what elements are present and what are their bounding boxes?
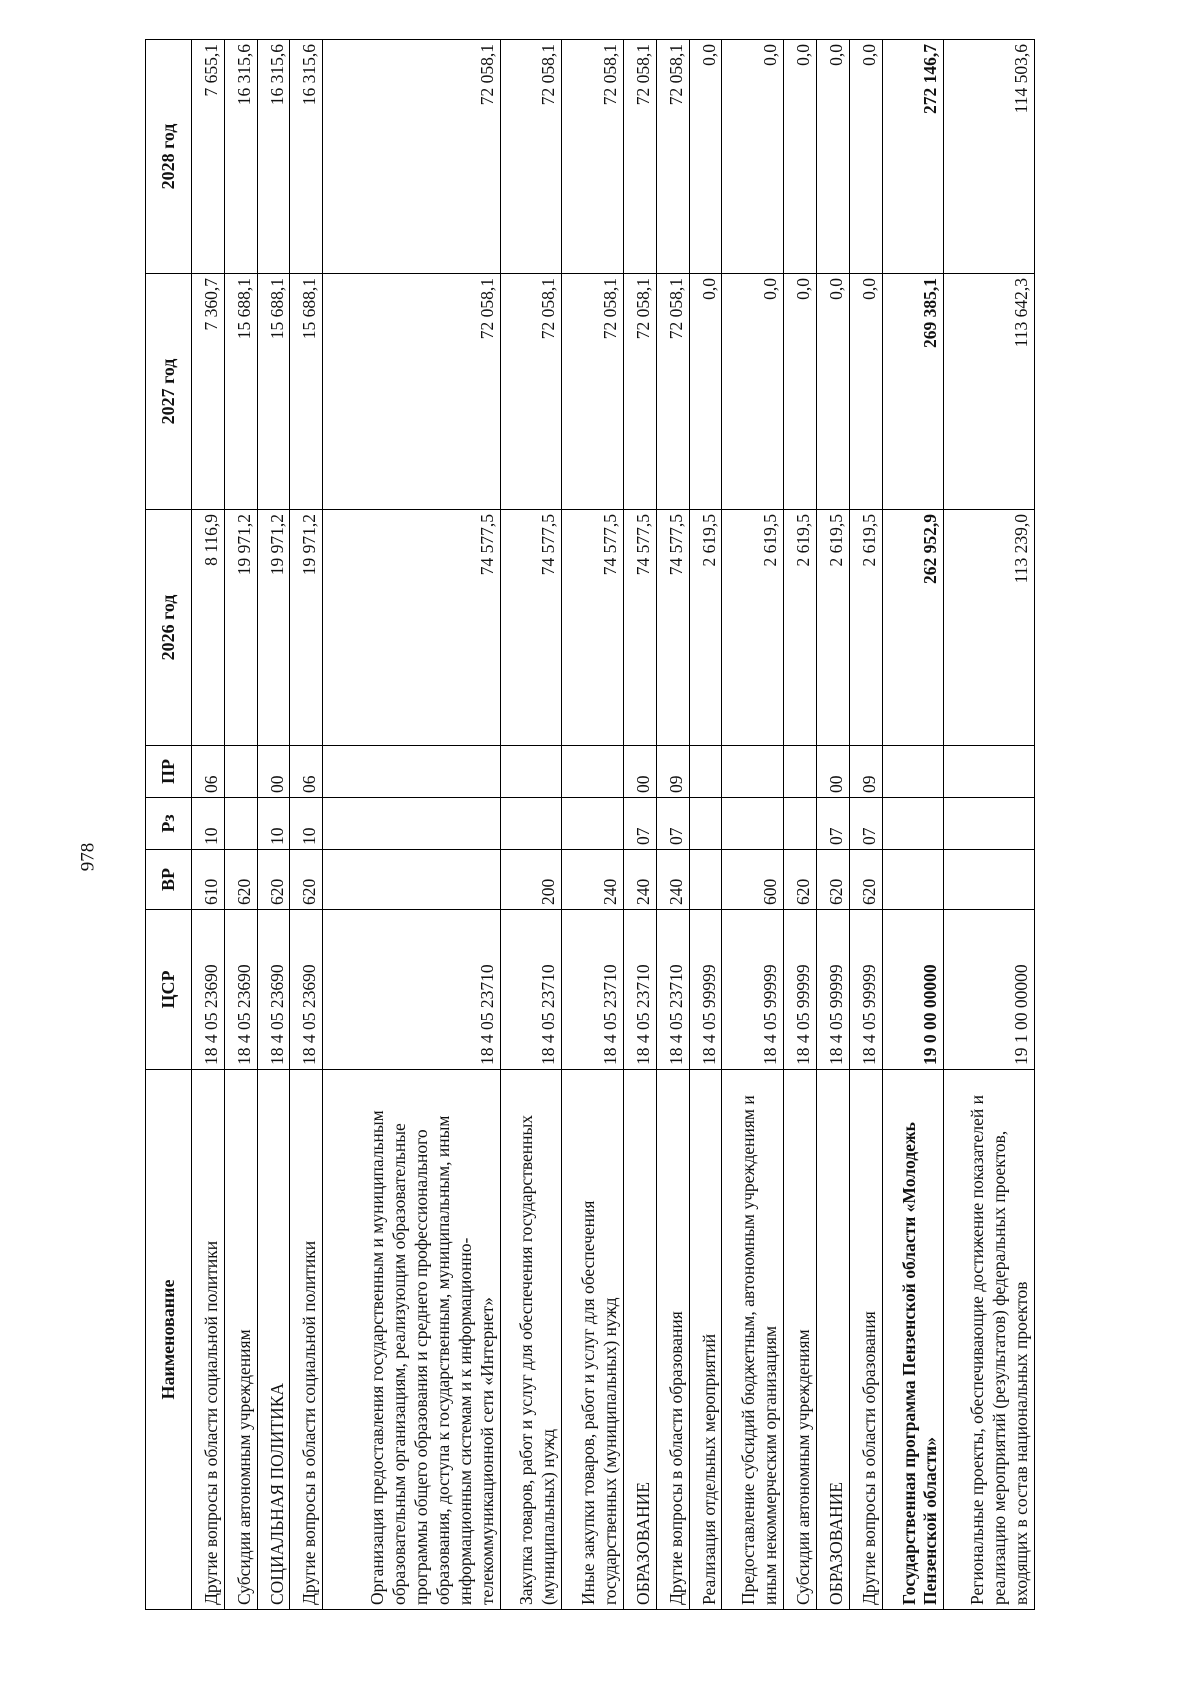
cell-pr [882, 746, 944, 798]
cell-2026: 2 619,5 [689, 510, 722, 746]
cell-name: Закупка товаров, работ и услуг для обеспечения государственных (муниципальных) нужд [500, 1070, 562, 1610]
cell-rz: 10 [290, 798, 323, 850]
cell-2028: 72 058,1 [323, 40, 500, 274]
cell-rz: 07 [656, 798, 689, 850]
cell-vr [882, 850, 944, 910]
table-row [500, 40, 562, 1610]
cell-vr: 200 [500, 850, 562, 910]
cell-2027: 0,0 [689, 274, 722, 510]
cell-name: Государственная программа Пензенской области «Молодежь Пензенской области» [882, 1070, 944, 1610]
cell-csr: 18 4 05 23710 [562, 910, 624, 1070]
cell-rz [784, 798, 817, 850]
cell-pr [500, 746, 562, 798]
cell-2027: 72 058,1 [323, 274, 500, 510]
cell-vr [944, 850, 1035, 910]
cell-csr: 18 4 05 99999 [689, 910, 722, 1070]
cell-2027: 72 058,1 [656, 274, 689, 510]
cell-pr: 06 [290, 746, 323, 798]
cell-rz [722, 798, 784, 850]
cell-2026: 19 971,2 [290, 510, 323, 746]
cell-2028: 0,0 [816, 40, 849, 274]
cell-name: Предоставление субсидий бюджетным, автономным учреждениям и иным некоммерческим организациям [722, 1070, 784, 1610]
cell-pr [689, 746, 722, 798]
cell-2026: 19 971,2 [224, 510, 257, 746]
col-header-2028: 2028 год [146, 40, 192, 274]
cell-name: ОБРАЗОВАНИЕ [816, 1070, 849, 1610]
col-header-csr: ЦСР [146, 910, 192, 1070]
table-row [290, 40, 323, 1610]
cell-2028: 16 315,6 [290, 40, 323, 274]
cell-2026: 74 577,5 [562, 510, 624, 746]
cell-2027: 0,0 [722, 274, 784, 510]
table-row [192, 40, 225, 1610]
cell-pr [784, 746, 817, 798]
cell-rz: 07 [623, 798, 656, 850]
cell-2027: 15 688,1 [224, 274, 257, 510]
cell-name: Организация предоставления государственным и муниципальным образовательным организациям, реализующим образовательные программы общего образования и среднего профессионального образования, доступа к государственным, муниципальным, иным информационным системам и к информационно-телекоммуникационной сети «Интернет» [323, 1070, 500, 1610]
cell-name: Региональные проекты, обеспечивающие достижение показателей и реализацию мероприятий (результатов) федеральных проектов, входящих в состав национальных проектов [944, 1070, 1035, 1610]
cell-2028: 7 655,1 [192, 40, 225, 274]
cell-vr: 620 [290, 850, 323, 910]
table-row [784, 40, 817, 1610]
cell-vr: 240 [562, 850, 624, 910]
cell-vr [689, 850, 722, 910]
cell-pr: 00 [257, 746, 290, 798]
cell-vr: 600 [722, 850, 784, 910]
cell-2027: 0,0 [849, 274, 882, 510]
cell-name: Субсидии автономным учреждениям [784, 1070, 817, 1610]
cell-name: Другие вопросы в области социальной политики [290, 1070, 323, 1610]
cell-rz: 07 [816, 798, 849, 850]
table-row [689, 40, 722, 1610]
col-header-2026: 2026 год [146, 510, 192, 746]
cell-vr [323, 850, 500, 910]
cell-rz [562, 798, 624, 850]
table-body [192, 40, 1035, 1610]
table-row [562, 40, 624, 1610]
cell-2028: 0,0 [849, 40, 882, 274]
cell-rz [944, 798, 1035, 850]
cell-csr: 18 4 05 23710 [500, 910, 562, 1070]
col-header-vr: ВР [146, 850, 192, 910]
cell-2028: 0,0 [689, 40, 722, 274]
cell-csr: 18 4 05 99999 [849, 910, 882, 1070]
cell-2028: 114 503,6 [944, 40, 1035, 274]
cell-2026: 74 577,5 [323, 510, 500, 746]
cell-2027: 0,0 [816, 274, 849, 510]
cell-vr: 620 [257, 850, 290, 910]
table-row [816, 40, 849, 1610]
table-header-row [146, 40, 192, 1610]
col-header-2027: 2027 год [146, 274, 192, 510]
cell-2028: 72 058,1 [623, 40, 656, 274]
cell-vr: 240 [623, 850, 656, 910]
cell-rz [882, 798, 944, 850]
table-row [323, 40, 500, 1610]
cell-csr: 19 1 00 00000 [944, 910, 1035, 1070]
cell-name: Другие вопросы в области образования [849, 1070, 882, 1610]
cell-2027: 7 360,7 [192, 274, 225, 510]
cell-2026: 2 619,5 [722, 510, 784, 746]
cell-rz: 10 [257, 798, 290, 850]
cell-pr: 06 [192, 746, 225, 798]
cell-2026: 2 619,5 [816, 510, 849, 746]
cell-2026: 74 577,5 [623, 510, 656, 746]
cell-2026: 113 239,0 [944, 510, 1035, 746]
cell-name: Иные закупки товаров, работ и услуг для обеспечения государственных (муниципальных) нужд [562, 1070, 624, 1610]
cell-vr: 240 [656, 850, 689, 910]
cell-rz: 10 [192, 798, 225, 850]
cell-name: СОЦИАЛЬНАЯ ПОЛИТИКА [257, 1070, 290, 1610]
cell-pr [944, 746, 1035, 798]
cell-vr: 620 [224, 850, 257, 910]
table-row [944, 40, 1035, 1610]
cell-name: Другие вопросы в области социальной политики [192, 1070, 225, 1610]
col-header-rz: Рз [146, 798, 192, 850]
cell-2028: 72 058,1 [656, 40, 689, 274]
cell-2028: 16 315,6 [224, 40, 257, 274]
cell-csr: 18 4 05 23710 [656, 910, 689, 1070]
cell-vr: 620 [784, 850, 817, 910]
table-row [849, 40, 882, 1610]
cell-pr: 09 [849, 746, 882, 798]
cell-csr: 18 4 05 99999 [722, 910, 784, 1070]
rotated-page-content [145, 40, 1035, 1610]
cell-rz [500, 798, 562, 850]
table-row [656, 40, 689, 1610]
cell-vr: 620 [849, 850, 882, 910]
cell-2028: 0,0 [722, 40, 784, 274]
cell-2027: 72 058,1 [562, 274, 624, 510]
cell-2027: 269 385,1 [882, 274, 944, 510]
cell-2026: 2 619,5 [784, 510, 817, 746]
cell-pr [722, 746, 784, 798]
cell-csr: 18 4 05 99999 [816, 910, 849, 1070]
cell-vr: 620 [816, 850, 849, 910]
cell-csr: 18 4 05 23690 [257, 910, 290, 1070]
cell-pr [562, 746, 624, 798]
cell-csr: 19 0 00 00000 [882, 910, 944, 1070]
cell-2027: 15 688,1 [257, 274, 290, 510]
cell-csr: 18 4 05 99999 [784, 910, 817, 1070]
cell-pr: 00 [623, 746, 656, 798]
cell-name: Другие вопросы в области образования [656, 1070, 689, 1610]
cell-csr: 18 4 05 23690 [192, 910, 225, 1070]
cell-vr: 610 [192, 850, 225, 910]
page-number: 978 [77, 842, 99, 872]
cell-2026: 19 971,2 [257, 510, 290, 746]
cell-2028: 16 315,6 [257, 40, 290, 274]
cell-2027: 0,0 [784, 274, 817, 510]
col-header-name: Наименование [146, 1070, 192, 1610]
budget-table [145, 39, 1035, 1610]
cell-rz: 07 [849, 798, 882, 850]
cell-2026: 262 952,9 [882, 510, 944, 746]
table-row [623, 40, 656, 1610]
col-header-pr: ПР [146, 746, 192, 798]
cell-pr [224, 746, 257, 798]
cell-2027: 72 058,1 [623, 274, 656, 510]
cell-name: Субсидии автономным учреждениям [224, 1070, 257, 1610]
cell-2027: 72 058,1 [500, 274, 562, 510]
cell-2028: 72 058,1 [500, 40, 562, 274]
cell-2026: 74 577,5 [500, 510, 562, 746]
cell-2028: 0,0 [784, 40, 817, 274]
cell-csr: 18 4 05 23710 [623, 910, 656, 1070]
cell-2027: 113 642,3 [944, 274, 1035, 510]
cell-csr: 18 4 05 23690 [224, 910, 257, 1070]
cell-pr [323, 746, 500, 798]
table-row [882, 40, 944, 1610]
cell-name: Реализация отдельных мероприятий [689, 1070, 722, 1610]
cell-2028: 272 146,7 [882, 40, 944, 274]
cell-2026: 74 577,5 [656, 510, 689, 746]
cell-2026: 2 619,5 [849, 510, 882, 746]
table-row [257, 40, 290, 1610]
cell-rz [323, 798, 500, 850]
cell-csr: 18 4 05 23710 [323, 910, 500, 1070]
cell-2027: 15 688,1 [290, 274, 323, 510]
table-row [224, 40, 257, 1610]
cell-2026: 8 116,9 [192, 510, 225, 746]
cell-csr: 18 4 05 23690 [290, 910, 323, 1070]
cell-pr: 09 [656, 746, 689, 798]
cell-pr: 00 [816, 746, 849, 798]
cell-name: ОБРАЗОВАНИЕ [623, 1070, 656, 1610]
table-row [722, 40, 784, 1610]
cell-rz [224, 798, 257, 850]
cell-rz [689, 798, 722, 850]
cell-2028: 72 058,1 [562, 40, 624, 274]
